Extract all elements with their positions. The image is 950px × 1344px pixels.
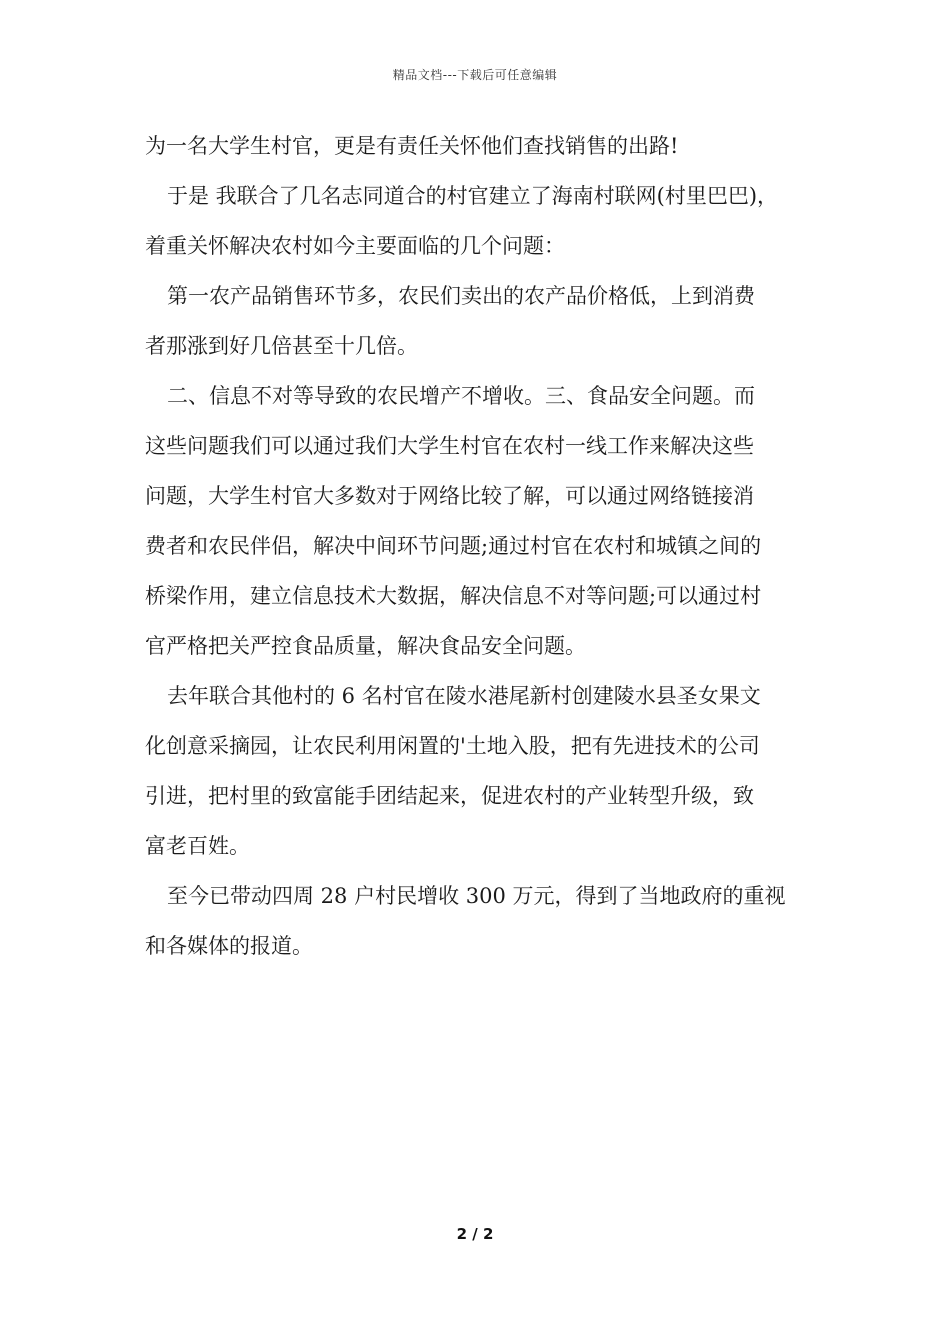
text-line: 者那涨到好几倍甚至十几倍。 [145,334,418,358]
text-line: 去年联合其他村的 6 名村官在陵水港尾新村创建陵水县圣女果文 [167,684,761,708]
document-body [145,121,810,971]
text-line: 桥梁作用，建立信息技术大数据，解决信息不对等问题;可以通过村 [145,584,762,608]
text-line: 化创意采摘园，让农民利用闲置的'土地入股，把有先进技术的公司 [145,734,760,758]
text-line: 于是 我联合了几名志同道合的村官建立了海南村联网(村里巴巴)， [167,184,779,208]
text-line: 第一农产品销售环节多，农民们卖出的农产品价格低，上到消费 [167,284,755,308]
page-header: 精品文档---下载后可任意编辑 [392,68,558,82]
text-line: 为一名大学生村官，更是有责任关怀他们查找销售的出路! [145,134,679,158]
text-line: 官严格把关严控食品质量，解决食品安全问题。 [145,634,586,658]
text-line: 至今已带动四周 28 户村民增收 300 万元，得到了当地政府的重视 [167,884,786,908]
page-number: 2 / 2 [456,1225,494,1243]
text-line: 着重关怀解决农村如今主要面临的几个问题： [145,234,565,258]
text-line: 这些问题我们可以通过我们大学生村官在农村一线工作来解决这些 [145,434,754,458]
text-line: 费者和农民伴侣，解决中间环节问题;通过村官在农村和城镇之间的 [145,534,762,558]
text-line: 二、信息不对等导致的农民增产不增收。三、食品安全问题。而 [167,384,755,408]
text-line: 和各媒体的报道。 [145,934,313,958]
text-line: 问题，大学生村官大多数对于网络比较了解，可以通过网络链接消 [145,484,754,508]
text-line: 富老百姓。 [145,834,250,858]
text-line: 引进，把村里的致富能手团结起来，促进农村的产业转型升级，致 [145,784,754,808]
